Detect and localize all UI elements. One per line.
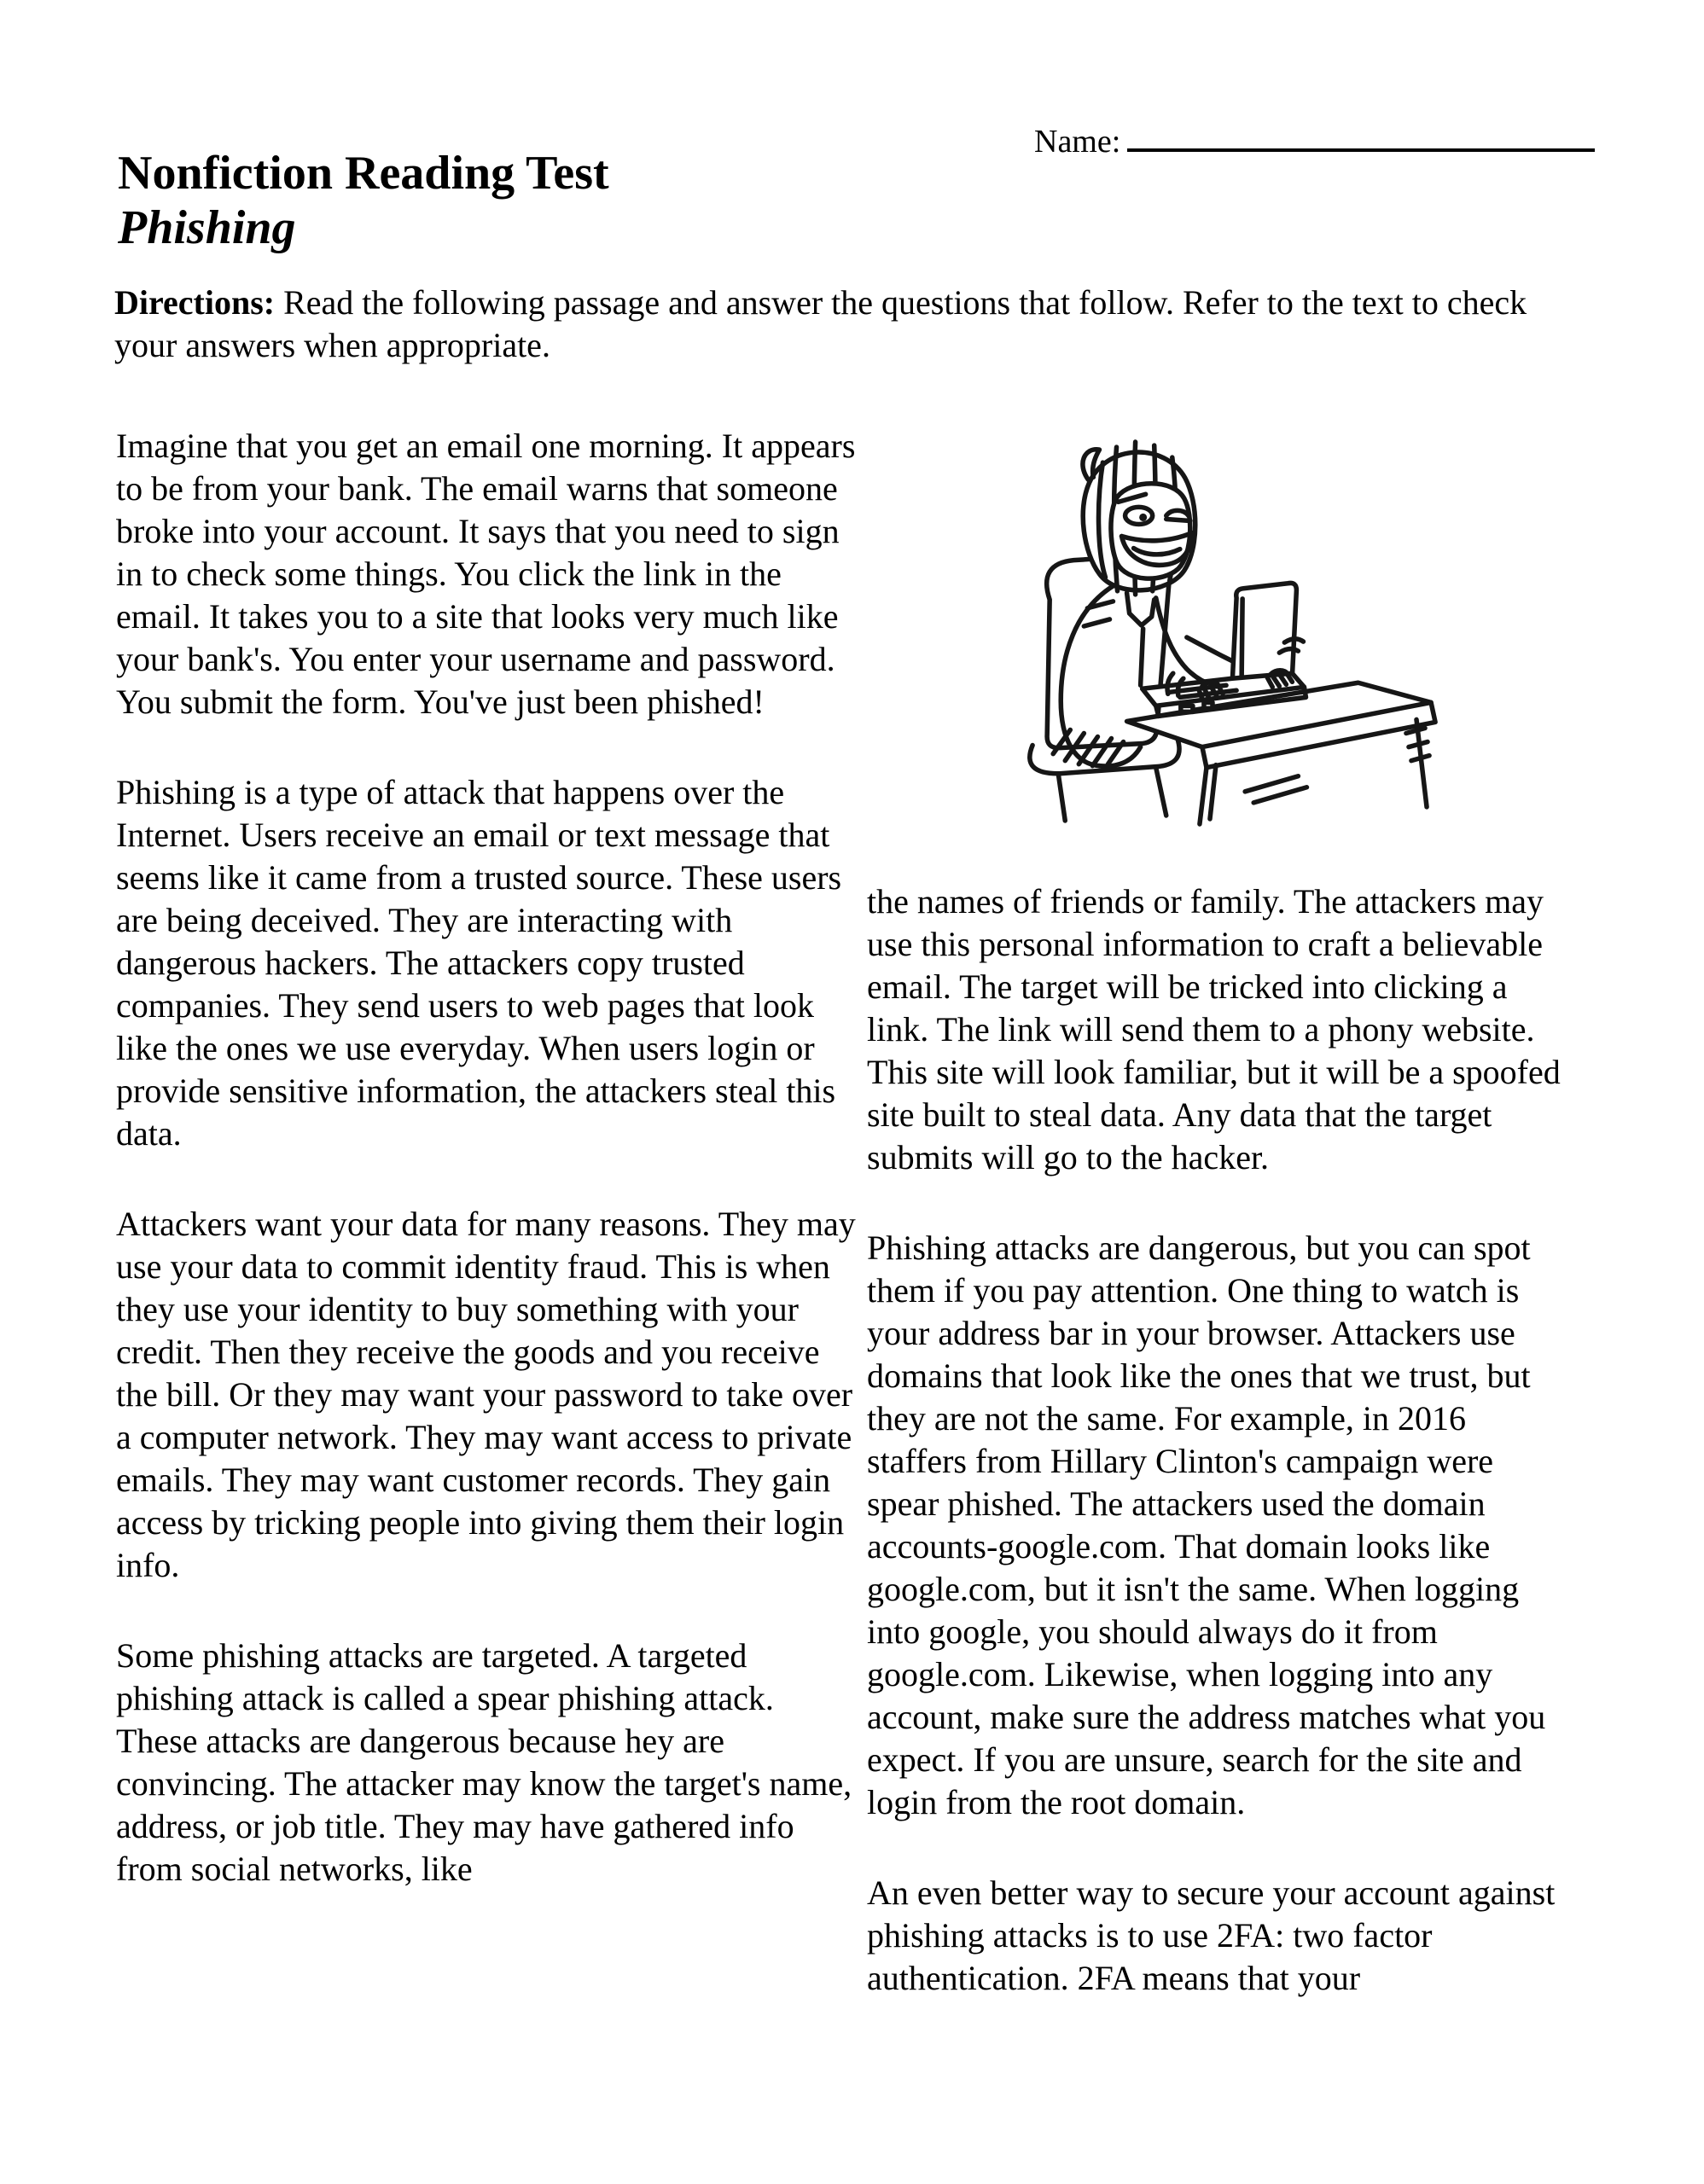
passage-paragraph: the names of friends or family. The attackers may use this personal information to craft a believable email. The target will be tricked into clicking a link. The link will send them to a phony website. This site will look familiar, but it will be a spoofed site built to steal data. Any data that the target submits will go to the hacker. bbox=[867, 882, 1561, 1176]
passage-paragraph: Phishing attacks are dangerous, but you can spot them if you pay attention. One thing to watch is your address bar in your browser. Attackers use domains that look like the ones that we trust, but they are not the same. For example, in 2016 staffers from Hillary Clinton's campaign were spear phished. The attackers used the domain accounts-google.com. That domain looks like google.com, but it isn't the same. When logging into google, you should always do it from google.com. Likewise, when logging into any account, make sure the address matches what you expect. If you are unsure, search for the site and login from the root domain. bbox=[867, 1228, 1546, 1821]
name-label: Name: bbox=[1034, 124, 1121, 160]
masked-hacker-typing-on-laptop-icon bbox=[985, 428, 1445, 831]
passage-paragraph: Attackers want your data for many reasons. They may use your data to commit identity fraud. This is when they use your identity to buy something with your credit. Then they receive the goods and you receive the bill. Or they may want your password to take over a computer network. They may want access to private emails. They may want customer records. They gain access by tricking people into giving them their login info. bbox=[116, 1205, 856, 1584]
passage-column-left bbox=[116, 425, 857, 1938]
passage-paragraph: Phishing is a type of attack that happens over the Internet. Users receive an email or text message that seems like it came from a trusted source. These users are being deceived. They are interacting with dangerous hackers. The attackers copy trusted companies. They send users to web pages that look like the ones we use everyday. When users login or provide sensitive information, the attackers steal this data. bbox=[116, 773, 842, 1153]
name-field-row bbox=[1034, 114, 1595, 161]
name-blank-line bbox=[1127, 114, 1595, 152]
passage-paragraph: An even better way to secure your account against phishing attacks is to use 2FA: two factor authentication. 2FA means that your bbox=[867, 1873, 1556, 1997]
directions bbox=[114, 282, 1558, 367]
passage-column-right bbox=[867, 425, 1563, 2048]
passage-paragraph: Imagine that you get an email one morning. It appears to be from your bank. The email warns that someone broke into your account. It says that you need to sign in to check some things. You click the link in the email. It takes you to a site that looks very much like your bank's. You enter your username and password. You submit the form. You've just been phished! bbox=[116, 427, 856, 721]
hacker-illustration bbox=[985, 428, 1445, 831]
page-title: Nonfiction Reading Test bbox=[118, 147, 609, 200]
directions-text: Read the following passage and answer the questions that follow. Refer to the text to check your answers when appropriate. bbox=[114, 283, 1527, 364]
directions-label: Directions: bbox=[114, 283, 276, 322]
page-subtitle: Phishing bbox=[118, 201, 296, 254]
passage-paragraph: Some phishing attacks are targeted. A targeted phishing attack is called a spear phishing attack. These attacks are dangerous because hey are convincing. The attacker may know the target's name, address, or job title. They may have gathered info from social networks, like bbox=[116, 1636, 852, 1888]
